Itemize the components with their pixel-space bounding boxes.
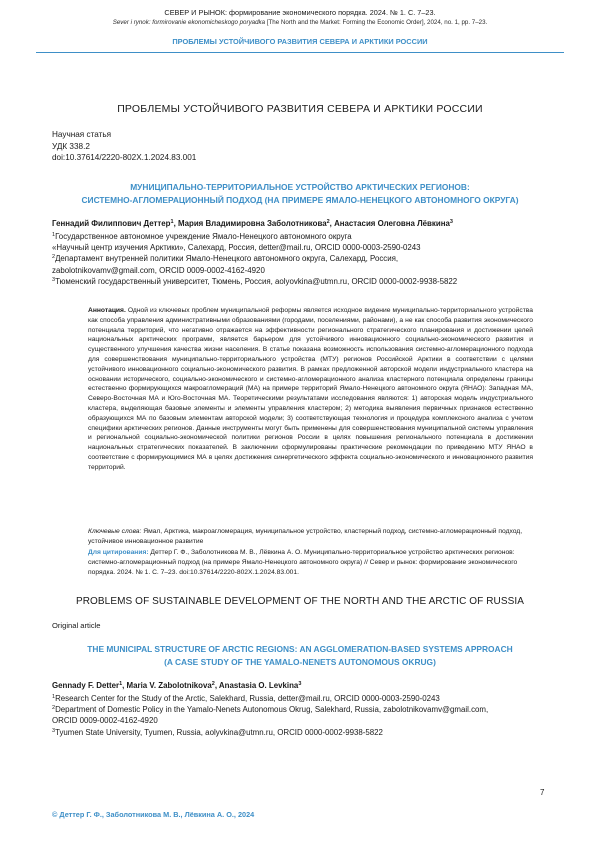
keywords-text: Ямал, Арктика, макроагломерация, муниципальное устройство, кластерный подход, системно-агломерационный подход, устойчивое инновационное развитие [88, 528, 523, 545]
article-title-ru [0, 181, 600, 206]
author-ru-3: Анастасия Олеговна Лёвкина [334, 219, 450, 228]
author-en-1: Gennady F. Detter [52, 681, 120, 690]
author-ru-3-sup: 3 [449, 219, 453, 225]
affiliation-ru-2-line1: $^2$Департамент внутренней политики Ямало-Ненецкого автономного округа, Салехард, Россия, [52, 254, 399, 264]
author-en-2-sup: 2 [211, 681, 215, 687]
author-sep: , [173, 219, 178, 228]
translit-title: Sever i rynok: formirovanie ekonomicheskogo poryadka [112, 19, 266, 26]
citation-label: Для цитирования: [88, 549, 149, 556]
article-meta-ru [52, 129, 196, 164]
translit-rest: [The North and the Market: Forming the Economic Order], 2024, no. 1, pp. 7–23. [265, 19, 488, 26]
affiliation-ru-2-line2: zabolotnikovamv@gmail.com, ORCID 0009-0002-4162-4920 [52, 265, 265, 275]
affiliations-ru [52, 231, 552, 287]
author-en-3: Anastasia O. Levkina [218, 681, 299, 690]
copyright-line: © Деттер Г. Ф., Заболотникова М. В., Лёвкина А. О., 2024 [52, 810, 255, 819]
article-type-en: Original article [52, 621, 101, 630]
journal-transliteration [0, 19, 600, 26]
header-divider [36, 52, 564, 53]
title-ru-line1: МУНИЦИПАЛЬНО-ТЕРРИТОРИАЛЬНОЕ УСТРОЙСТВО АРКТИЧЕСКИХ РЕГИОНОВ: [130, 182, 470, 192]
authors-ru [52, 219, 453, 228]
author-sep: , [214, 681, 219, 690]
section-title-ru: ПРОБЛЕМЫ УСТОЙЧИВОГО РАЗВИТИЯ СЕВЕРА И АРКТИКИ РОССИИ [117, 103, 483, 115]
affiliation-ru-1-line1: $^1$Государственное автономное учреждение Ямало-Ненецкого автономного округа [52, 232, 352, 241]
title-en-line1: THE MUNICIPAL STRUCTURE OF ARCTIC REGIONS: AN AGGLOMERATION-BASED SYSTEMS APPROACH [87, 644, 513, 654]
author-ru-1-sup: 1 [170, 219, 174, 225]
abstract-ru [88, 306, 533, 473]
journal-running-header: СЕВЕР И РЫНОК: формирование экономического порядка. 2024. № 1. С. 7–23. [164, 8, 436, 17]
title-en-line2: (A CASE STUDY OF THE YAMALO-NENETS AUTONOMOUS OKRUG) [164, 656, 436, 667]
citation-ru [88, 548, 533, 577]
author-sep: , [122, 681, 127, 690]
author-ru-2-sup: 2 [326, 219, 330, 225]
section-banner: ПРОБЛЕМЫ УСТОЙЧИВОГО РАЗВИТИЯ СЕВЕРА И АРКТИКИ РОССИИ [172, 37, 428, 46]
affiliation-ru-3: $^3$Тюменский государственный университет, Тюмень, Россия, aolyovkina@utmn.ru, ORCID 0000-0002-9938-5822 [52, 276, 458, 286]
affiliation-en-1: $^1$Research Center for the Study of the Arctic, Salekhard, Russia, detter@mail.ru, ORCID 0000-0003-2590-0243 [52, 694, 440, 703]
affiliation-en-3: $^3$Tyumen State University, Tyumen, Russia, aolyvkina@utmn.ru, ORCID 0000-0002-9938-5822 [52, 727, 383, 737]
author-en-3-sup: 3 [298, 681, 302, 687]
author-ru-1: Геннадий Филиппович Деттер [52, 219, 171, 228]
abstract-text: Одной из ключевых проблем муниципальной реформы является исходное видение муниципально-территориального устройства как способа управления административными образованиями (городами, поселениями, районами), а не как способа развития экономического потенциала территорий, что негативно отражается на эффективности регионального стратегического планирования и достижении целей национальных арктических программ, является барьером для устойчивого инновационного социально-экономического развития и существенного улучшения качества жизни населения. В статье показана возможность использования системно-агломерационного подхода для совершенствования муниципально-территориального устройства (МТУ) регионов Российской Арктики в соответствии с целями устойчивого инновационного социально-экономического развития. В рамках предложенной авторской модели индустриального кластера на основании исторического, социально-экономического и системно-агломерационного анализа кластерного потенциала определены границы естественно формирующихся макроагломераций (МА) на примере территорий Ямало-Ненецкого автономного округа (ЯНАО): Западная МА, Северо-Восточная МА и Юго-Восточная МА. Теоретическими результатами исследования являются: 1) авторская модель индустриального кластера, выделяющая базовые элементы и элементы управления кластером; 2) методика выявления первичных признаков естественно образующихся МА по базовым элементам авторской модели; 3) соответствующая технология и процедура комплексного анализа с учетом специфики арктических регионов. Данные инструменты могут быть применены для совершенствования муниципальной системы управления и региональной социально-экономической политики регионов России в целях повышения регионального потенциала в достижении национальных стратегических показателей. В заключении сформулированы практические рекомендации по приведению МТУ ЯНАО в соответствие с формирующимися МА в целях достижения синергетического эффекта социально-экономического и инновационного развития территорий. [88, 307, 533, 471]
affiliation-en-2-line2: ORCID 0009-0002-4162-4920 [52, 716, 158, 726]
author-en-1-sup: 1 [119, 681, 123, 687]
udk: УДК 338.2 [52, 141, 90, 151]
keywords-label: Ключевые слова: [88, 528, 142, 535]
section-title-en: PROBLEMS OF SUSTAINABLE DEVELOPMENT OF THE NORTH AND THE ARCTIC OF RUSSIA [75, 596, 525, 607]
author-ru-2: Мария Владимировна Заболотникова [177, 219, 327, 228]
author-en-2: Maria V. Zabolotnikova [126, 681, 212, 690]
authors-en [52, 681, 301, 690]
affiliation-ru-1-line2: «Научный центр изучения Арктики», Салехард, Россия, detter@mail.ru, ORCID 0000-0003-2590-0243 [52, 243, 421, 253]
title-ru-line2: СИСТЕМНО-АГЛОМЕРАЦИОННЫЙ ПОДХОД (НА ПРИМЕРЕ ЯМАЛО-НЕНЕЦКОГО АВТОНОМНОГО ОКРУГА) [81, 194, 519, 205]
affiliation-en-2-line1: $^2$Department of Domestic Policy in the Yamalo-Nenets Autonomous Okrug, Salekhard, Russia, zabolotnikovamv@gmail.com, [52, 705, 489, 715]
page-number: 7 [540, 788, 545, 797]
article-title-en [0, 643, 600, 668]
affiliations-en [52, 693, 552, 738]
article-type-ru: Научная статья [52, 130, 112, 139]
author-sep: , [329, 219, 335, 228]
keywords-ru [88, 527, 533, 547]
doi: doi:10.37614/2220-802X.1.2024.83.001 [52, 153, 197, 162]
citation-text: Деттер Г. Ф., Заболотникова М. В., Лёвкина А. О. Муниципально-территориальное устройство арктических регионов: системно-агломерационный подход (на примере Ямало-Ненецкого автономного округа) // Север и рынок: формирование экономического порядка. 2024. № 1. С. 7–23. doi:10.37614/2220-802X.1.2024.83.001. [88, 549, 518, 576]
abstract-label: Аннотация. [88, 307, 126, 314]
